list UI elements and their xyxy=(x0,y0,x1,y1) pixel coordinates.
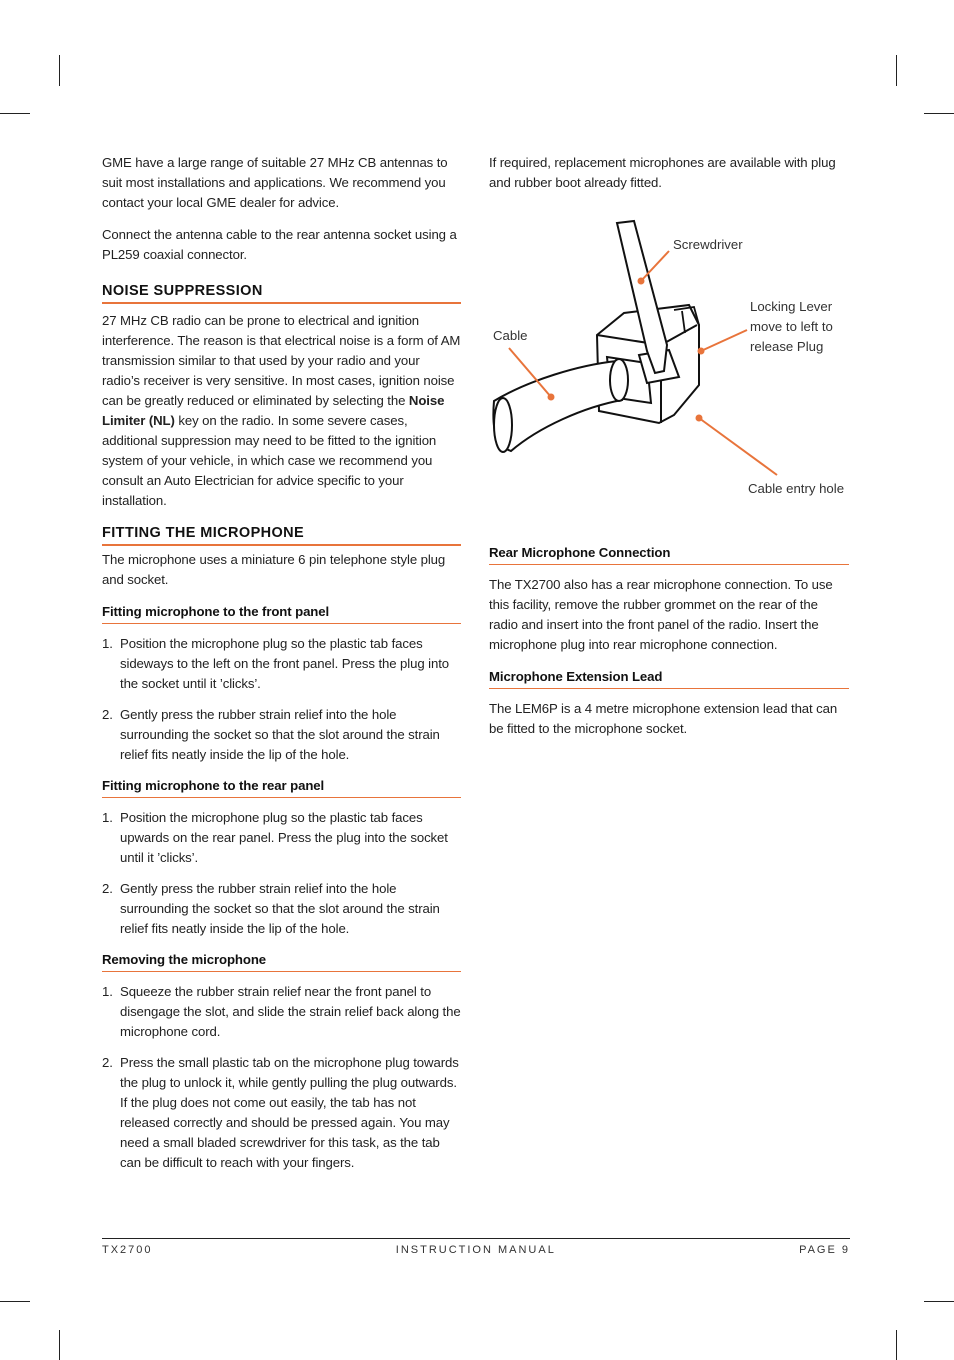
step-number: 2. xyxy=(102,707,113,722)
microphone-plug-diagram xyxy=(489,215,849,510)
cable-entry-dot xyxy=(696,415,703,422)
footer-page-number: PAGE 9 xyxy=(799,1244,850,1256)
list-item xyxy=(102,982,461,1042)
locking-lever-label-2: move to left to xyxy=(750,319,833,334)
list-item xyxy=(102,634,461,694)
rear-connection-subheading: Rear Microphone Connection xyxy=(489,543,849,565)
locking-lever-label-3: release Plug xyxy=(750,339,824,354)
rear-panel-steps xyxy=(102,808,461,939)
cable-dot xyxy=(548,394,555,401)
cable-label: Cable xyxy=(493,328,528,343)
replacement-paragraph: If required, replacement microphones are available with plug and rubber boot already fitted. xyxy=(489,155,836,190)
step-text: Press the small plastic tab on the microphone plug towards the plug to unlock it, while gently pulling the plug outwards. If the plug does not come out easily, the tab has not released correctly and should be pressed again. You may need a small bladed screwdriver for this task, as the tab can be difficult to reach with your fingers. xyxy=(120,1055,459,1170)
noise-text-2: key on the radio. In some severe cases, additional suppression may need to be fitted to the ignition system of your vehicle, in which case we recommend you consult an Auto Electrician for advice specific to your installation. xyxy=(102,413,437,508)
extension-lead-paragraph: The LEM6P is a 4 metre microphone extension lead that can be fitted to the microphone socket. xyxy=(489,701,838,736)
step-number: 1. xyxy=(102,984,113,999)
rear-connection-paragraph: The TX2700 also has a rear microphone connection. To use this facility, remove the rubber grommet on the rear of the radio and insert into the front panel of the radio. Insert the microphone plug into rear microphone connection. xyxy=(489,577,833,652)
step-text: Gently press the rubber strain relief into the hole surrounding the socket so that the slot around the strain relief fits neatly inside the lip of the hole. xyxy=(120,881,440,936)
removing-steps xyxy=(102,982,461,1173)
screwdriver-dot xyxy=(638,278,645,285)
cable-entry-label: Cable entry hole xyxy=(748,481,845,496)
fitting-intro: The microphone uses a miniature 6 pin telephone style plug and socket. xyxy=(102,552,446,587)
front-panel-subheading: Fitting microphone to the front panel xyxy=(102,602,461,624)
step-text: Position the microphone plug so the plastic tab faces upwards on the rear panel. Press the plug into the socket until it ’clicks’. xyxy=(120,810,448,865)
removing-subheading: Removing the microphone xyxy=(102,950,461,972)
right-column xyxy=(489,153,849,205)
cable-collar xyxy=(610,359,628,401)
extension-lead-subheading: Microphone Extension Lead xyxy=(489,667,849,689)
crop-mark xyxy=(924,113,954,114)
step-number: 1. xyxy=(102,810,113,825)
crop-mark xyxy=(59,1330,60,1360)
noise-limiter-term: Noise Limiter (NL) xyxy=(102,393,445,428)
footer-manual-title: INSTRUCTION MANUAL xyxy=(395,1244,556,1256)
crop-mark xyxy=(896,55,897,86)
intro-paragraph: GME have a large range of suitable 27 MHz CB antennas to suit most installations and applications. We recommend you contact your local GME dealer for advice. xyxy=(102,155,448,210)
list-item xyxy=(102,1053,461,1173)
step-text: Gently press the rubber strain relief into the hole surrounding the socket so that the slot around the strain relief fits neatly inside the lip of the hole. xyxy=(120,707,440,762)
screwdriver-label: Screwdriver xyxy=(673,237,743,252)
locking-lever-dot xyxy=(698,348,705,355)
step-number: 2. xyxy=(102,1055,113,1070)
noise-paragraph xyxy=(102,311,461,511)
step-number: 2. xyxy=(102,881,113,896)
locking-lever-label-1: Locking Lever xyxy=(750,299,833,314)
step-text: Position the microphone plug so the plastic tab faces sideways to the left on the front panel. Press the plug into the socket until it ’clicks’. xyxy=(120,636,450,691)
crop-mark xyxy=(896,1330,897,1360)
list-item xyxy=(102,879,461,939)
crop-mark xyxy=(0,113,30,114)
right-column-lower xyxy=(489,543,849,751)
left-column xyxy=(102,153,461,1184)
list-item xyxy=(102,705,461,765)
cable-end xyxy=(494,398,512,452)
crop-mark xyxy=(924,1301,954,1302)
locking-lever-leader xyxy=(701,330,747,351)
list-item xyxy=(102,808,461,868)
noise-text-1: 27 MHz CB radio can be prone to electrical and ignition interference. The reason is that electrical noise is a form of AM transmission similar to that used by your radio and your radio’s receiver is very sensitive. In most cases, ignition noise can be greatly reduced or eliminated by selecting the xyxy=(102,313,461,408)
front-panel-steps xyxy=(102,634,461,765)
fitting-microphone-heading: FITTING THE MICROPHONE xyxy=(102,523,461,546)
step-number: 1. xyxy=(102,636,113,651)
footer-model: TX2700 xyxy=(102,1244,153,1256)
crop-mark xyxy=(59,55,60,86)
cable-entry-leader xyxy=(699,418,777,475)
noise-suppression-heading: NOISE SUPPRESSION xyxy=(102,281,461,304)
antenna-paragraph: Connect the antenna cable to the rear antenna socket using a PL259 coaxial connector. xyxy=(102,227,457,262)
crop-mark xyxy=(0,1301,30,1302)
page-footer xyxy=(102,1238,850,1256)
rear-panel-subheading: Fitting microphone to the rear panel xyxy=(102,776,461,798)
step-text: Squeeze the rubber strain relief near the front panel to disengage the slot, and slide the strain relief back along the microphone cord. xyxy=(120,984,461,1039)
